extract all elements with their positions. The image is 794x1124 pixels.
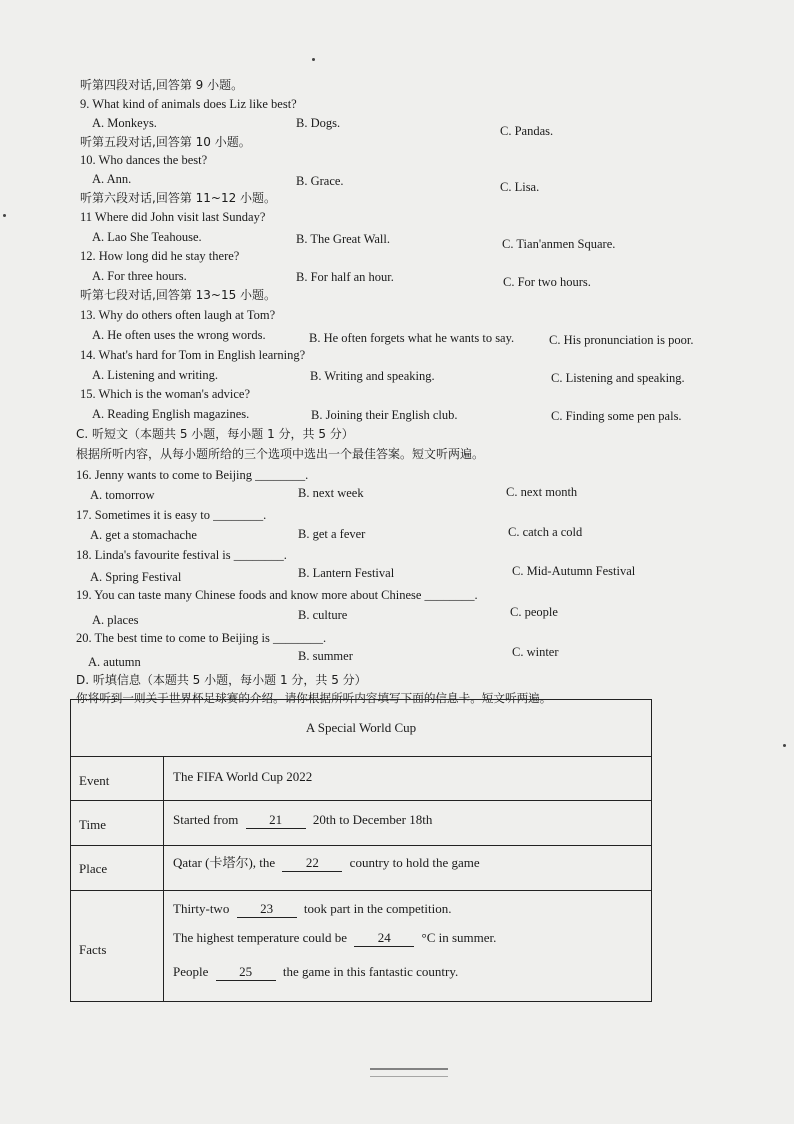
blank-25: 25 xyxy=(216,964,276,981)
option-c: C. For two hours. xyxy=(503,275,591,289)
option-a: A. Listening and writing. xyxy=(92,368,219,382)
option-b: B. Joining their English club. xyxy=(311,408,458,422)
fact-1-post: took part in the competition. xyxy=(303,901,452,916)
part-c-instruction: 根据所听内容，从每小题所给的三个选项中选出一个最佳答案。短文听两遍。 xyxy=(76,447,485,461)
fact-2-pre: The highest temperature could be xyxy=(173,930,347,945)
option-c: C. Pandas. xyxy=(500,124,554,138)
question-stem: 12. How long did he stay there? xyxy=(80,249,240,263)
question-stem: 17. Sometimes it is easy to ________. xyxy=(76,508,267,522)
option-b: B. Writing and speaking. xyxy=(310,369,435,383)
fact-3-pre: People xyxy=(173,964,209,979)
option-a: A. autumn xyxy=(88,655,141,669)
event-label: Event xyxy=(79,773,110,788)
facts-label: Facts xyxy=(79,942,107,957)
section-instruction: 听第七段对话,回答第 13~15 小题。 xyxy=(80,288,277,302)
option-b: B. For half an hour. xyxy=(296,270,394,284)
question-stem: 19. You can taste many Chinese foods and know more about Chinese ________. xyxy=(76,588,478,602)
page-footer-mark xyxy=(370,1068,448,1077)
blank-22: 22 xyxy=(282,855,342,872)
question-stem: 18. Linda's favourite festival is ________. xyxy=(76,548,287,562)
option-c: C. His pronunciation is poor. xyxy=(549,333,694,347)
fact-2-post: °C in summer. xyxy=(421,930,497,945)
option-c: C. next month xyxy=(506,485,578,499)
option-b: B. The Great Wall. xyxy=(296,232,390,246)
scan-speck xyxy=(312,58,315,61)
blank-21: 21 xyxy=(246,812,306,829)
option-c: C. winter xyxy=(512,645,559,659)
question-stem: 9. What kind of animals does Liz like best? xyxy=(80,97,297,111)
option-a: A. For three hours. xyxy=(92,269,187,283)
section-instruction: 听第六段对话,回答第 11~12 小题。 xyxy=(80,191,277,205)
event-value: The FIFA World Cup 2022 xyxy=(173,769,313,784)
place-post: country to hold the game xyxy=(349,855,480,870)
row-divider xyxy=(71,890,651,891)
option-c: C. Mid-Autumn Festival xyxy=(512,564,636,578)
question-stem: 10. Who dances the best? xyxy=(80,153,208,167)
question-stem: 15. Which is the woman's advice? xyxy=(80,387,251,401)
fact-1 xyxy=(173,901,452,918)
option-b: B. Dogs. xyxy=(296,116,341,130)
option-c: C. Tian'anmen Square. xyxy=(502,237,616,251)
question-stem: 20. The best time to come to Beijing is ________. xyxy=(76,631,327,645)
option-a: A. Ann. xyxy=(92,172,132,186)
option-c: C. people xyxy=(510,605,558,619)
option-b: B. summer xyxy=(298,649,353,663)
option-b: B. Grace. xyxy=(296,174,344,188)
place-pre: Qatar (卡塔尔), the xyxy=(173,855,276,870)
section-instruction: 听第五段对话,回答第 10 小题。 xyxy=(80,135,251,149)
time-post: 20th to December 18th xyxy=(312,812,433,827)
scan-speck xyxy=(3,214,6,217)
question-stem: 11 Where did John visit last Sunday? xyxy=(80,210,266,224)
option-c: C. Lisa. xyxy=(500,180,540,194)
row-divider xyxy=(71,845,651,846)
option-b: B. next week xyxy=(298,486,364,500)
option-c: C. catch a cold xyxy=(508,525,583,539)
option-a: A. Spring Festival xyxy=(90,570,182,584)
time-pre: Started from xyxy=(173,812,239,827)
option-b: B. Lantern Festival xyxy=(298,566,395,580)
table-title: A Special World Cup xyxy=(71,700,651,757)
option-b: B. He often forgets what he wants to say. xyxy=(309,331,515,345)
info-card-table xyxy=(70,699,652,1002)
question-stem: 14. What's hard for Tom in English learning? xyxy=(80,348,306,362)
time-label: Time xyxy=(79,817,106,832)
option-a: A. tomorrow xyxy=(90,488,155,502)
fact-1-pre: Thirty-two xyxy=(173,901,230,916)
column-divider xyxy=(163,756,164,1001)
part-c-heading: C. 听短文（本题共 5 小题，每小题 1 分，共 5 分） xyxy=(76,427,354,441)
row-divider xyxy=(71,800,651,801)
option-b: B. get a fever xyxy=(298,527,366,541)
section-instruction: 听第四段对话,回答第 9 小题。 xyxy=(80,78,244,92)
question-stem: 16. Jenny wants to come to Beijing ________. xyxy=(76,468,309,482)
part-d-instruction: 你将听到一则关于世界杯足球赛的介绍。请你根据所听内容填写下面的信息卡。短文听两遍。 xyxy=(76,691,552,705)
place-label: Place xyxy=(79,861,108,876)
time-value xyxy=(173,812,432,829)
option-a: A. He often uses the wrong words. xyxy=(92,328,266,342)
place-value xyxy=(173,855,480,872)
blank-23: 23 xyxy=(237,901,297,918)
fact-3-post: the game in this fantastic country. xyxy=(282,964,459,979)
part-d-heading: D. 听填信息（本题共 5 小题，每小题 1 分，共 5 分） xyxy=(76,673,367,687)
option-a: A. get a stomachache xyxy=(90,528,197,542)
option-a: A. places xyxy=(92,613,139,627)
fact-3 xyxy=(173,964,458,981)
option-c: C. Listening and speaking. xyxy=(551,371,685,385)
blank-24: 24 xyxy=(354,930,414,947)
option-a: A. Reading English magazines. xyxy=(92,407,250,421)
fact-2 xyxy=(173,930,496,947)
question-stem: 13. Why do others often laugh at Tom? xyxy=(80,308,276,322)
option-b: B. culture xyxy=(298,608,348,622)
option-a: A. Lao She Teahouse. xyxy=(92,230,202,244)
option-c: C. Finding some pen pals. xyxy=(551,409,682,423)
option-a: A. Monkeys. xyxy=(92,116,157,130)
scan-speck xyxy=(783,744,786,747)
